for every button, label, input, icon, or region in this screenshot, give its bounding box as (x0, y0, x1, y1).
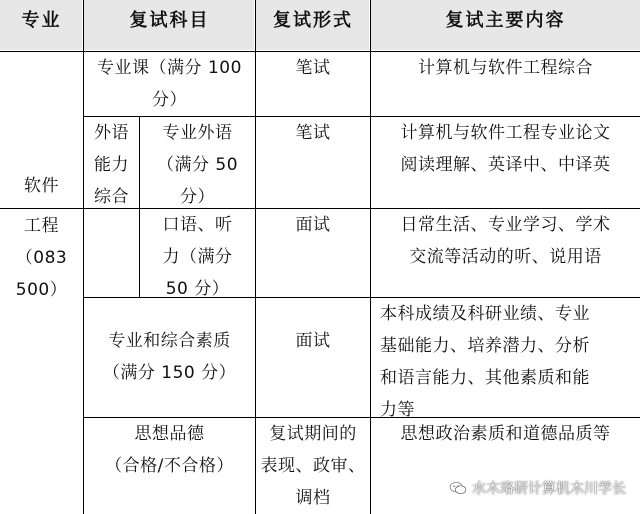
oral-form: 面试 (295, 215, 331, 235)
quality-content: 本科成绩及科研业绩、专业 基础能力、培养潜力、分析 和语言能力、其他素质和能 力等 (380, 304, 590, 420)
foreign-pro-subject: 专业外语 （满分 50 分） (156, 123, 239, 207)
header-form: 复试形式 (273, 10, 353, 31)
foreign-pro-content: 计算机与软件工程专业论文 阅读理解、英译中、中译英 (400, 123, 611, 175)
oral-content: 日常生活、专业学习、学术 交流等活动的听、说用语 (400, 215, 611, 267)
quality-subject: 专业和综合素质 （满分 150 分） (102, 331, 237, 383)
moral-subject: 思想品德 （合格/不合格） (105, 424, 234, 476)
watermark-text: 水木珞研计算机木川学长 (472, 481, 626, 497)
watermark (449, 475, 626, 501)
moral-form: 复试期间的 表现、政审、 调档 (260, 424, 366, 508)
foreign-pro-form: 笔试 (295, 123, 331, 143)
major-name-part2: 工程 （083 500） (15, 216, 68, 300)
header-content: 复试主要内容 (445, 10, 566, 31)
quality-form: 面试 (295, 331, 331, 351)
course-content: 计算机与软件工程综合 (418, 58, 593, 78)
major-name-part1: 软件 (24, 176, 59, 196)
course-subject: 专业课（满分 100 分） (97, 58, 242, 110)
moral-content: 思想政治素质和道德品质等 (400, 424, 611, 444)
header-subject: 复试科目 (129, 10, 210, 31)
oral-subject: 口语、听 力（满分 50 分） (162, 215, 233, 299)
course-form: 笔试 (295, 58, 331, 78)
wechat-icon (449, 481, 467, 495)
header-major: 专业 (21, 10, 62, 31)
language-group-label: 外语 能力 综合 (94, 123, 129, 207)
